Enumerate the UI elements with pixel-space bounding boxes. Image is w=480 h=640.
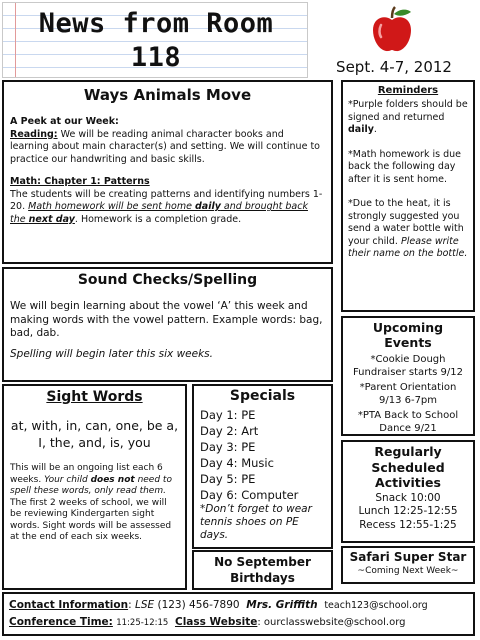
special-day: Day 4: Music (200, 456, 274, 470)
reminder-2: *Math homework is due back the following day after it is sent home. (348, 148, 461, 185)
reading-text: We will be reading animal character books and learning about main character(s) and setting. We will continue to practice our handwriting and basic skills. (10, 128, 320, 165)
teacher-name: Mrs. Griffith (246, 599, 318, 611)
ways-title: Ways Animals Move (83, 86, 252, 104)
website-label: Class Website (174, 616, 258, 628)
regular-title: Regularly Scheduled Activities (371, 444, 445, 490)
regular-item: Lunch 12:25-12:55 (358, 505, 458, 517)
super-star-subtitle: ~Coming Next Week~ (357, 566, 459, 576)
contact-phone: (123) 456-7890 (157, 599, 240, 611)
reminder-3: *Due to the heat, it is strongly suggested you send a water bottle with your child. Please write their name on the bottle. (348, 198, 468, 259)
specials-note: *Don’t forget to wear tennis shoes on PE days. (200, 503, 312, 541)
sight-words-list: at, with, in, can, one, be a, I, the, and, is, you (10, 418, 179, 450)
sight-words-box (2, 384, 187, 590)
header-notebook-paper (2, 2, 308, 78)
specials-box (192, 384, 333, 549)
reminders-title: Reminders (377, 85, 439, 96)
newsletter-date: Sept. 4-7, 2012 (336, 58, 452, 76)
title-line-1: News from Room (38, 8, 274, 39)
sound-title: Sound Checks/Spelling (77, 272, 258, 288)
sound-text: We will begin learning about the vowel ‘A’ this week and making words with the vowel pattern. Example words: bag, bad, dab. (10, 300, 323, 339)
event-item: *PTA Back to School Dance 9/21 (357, 410, 459, 434)
event-item: *Parent Orientation 9/13 6-7pm (359, 382, 457, 406)
regular-item: Snack 10:00 (375, 491, 441, 504)
event-item: *Cookie Dough Fundraiser starts 9/12 (352, 354, 464, 378)
sight-title: Sight Words (46, 389, 143, 405)
special-day: Day 6: Computer (200, 488, 299, 502)
super-star-box (341, 546, 475, 584)
conference-time: 11:25-12:15 (116, 618, 169, 628)
sound-italic: Spelling will begin later this six weeks. (10, 347, 213, 360)
special-day: Day 3: PE (200, 440, 256, 454)
title-line-2: 118 (130, 42, 182, 73)
math-label: Math: Chapter 1: Patterns (10, 176, 150, 187)
contact-email[interactable]: teach123@school.org (324, 600, 428, 611)
math-paragraph (10, 189, 325, 227)
super-star-title: Safari Super Star (349, 550, 467, 564)
birthdays-box (192, 550, 333, 590)
contact-label: Contact Information (9, 599, 129, 611)
website-url[interactable]: : ourclasswebsite@school.org (257, 617, 406, 628)
reminders-box (341, 80, 475, 312)
reminder-1: *Purple folders should be signed and returned daily. (348, 99, 468, 135)
footer-box (2, 592, 475, 636)
regular-activities-box (341, 440, 475, 543)
birthdays-text: No September Birthdays (214, 555, 311, 585)
upcoming-events-box (341, 316, 475, 436)
regular-item: Recess 12:55-1:25 (359, 518, 457, 531)
math-italic-1: Math homework will be sent home (28, 201, 195, 212)
conference-line (9, 614, 468, 632)
upcoming-title: Upcoming Events (372, 320, 444, 350)
conference-label: Conference Time: (9, 616, 113, 628)
math-italic-2: and brought back the (10, 201, 308, 225)
ways-animals-move-box (2, 80, 333, 264)
math-next-day: next day (28, 213, 75, 225)
math-text: The students will be creating patterns and identifying numbers 1-20. (10, 188, 323, 212)
contact-lse: LSE (134, 599, 155, 611)
reading-paragraph (10, 129, 325, 167)
sight-description: This will be an ongoing list each 6 weeks. Your child does not need to spell these words, only read them. The first 2 weeks of school, we will be reviewing Kindergarten sight words. Sight words will be assessed at the end of each six weeks. (10, 463, 172, 542)
apple-icon (370, 5, 414, 53)
math-end: . Homework is a completion grade. (74, 213, 242, 225)
peek-heading: A Peek at our Week: (10, 116, 119, 127)
special-day: Day 1: PE (200, 408, 256, 422)
reading-label: Reading: (10, 128, 58, 140)
page-title (3, 7, 309, 75)
sound-checks-box (2, 267, 333, 382)
specials-title: Specials (229, 388, 296, 404)
math-daily: daily (194, 201, 221, 212)
special-day: Day 2: Art (200, 424, 259, 438)
contact-line: Contact Information: LSE (123) 456-7890 Mrs. Griffith teach123@school.org (9, 599, 428, 611)
special-day: Day 5: PE (200, 472, 256, 486)
